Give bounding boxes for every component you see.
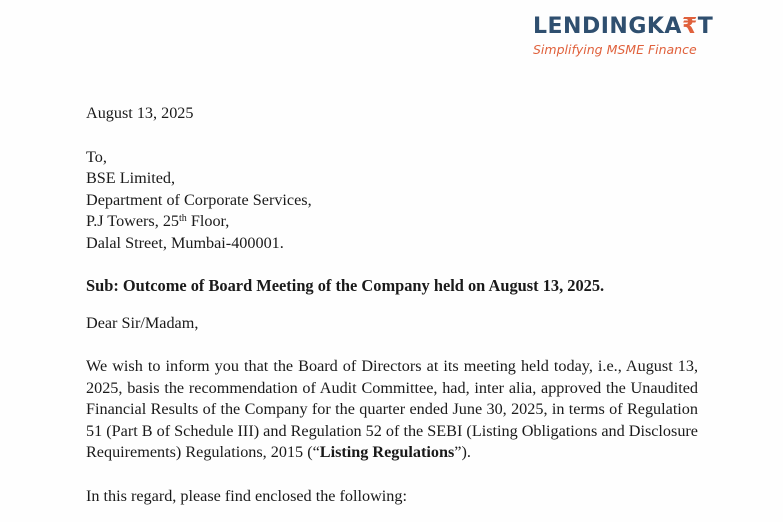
closing-line: In this regard, please find enclosed the following: (86, 486, 407, 505)
address-line: BSE Limited, (86, 169, 176, 187)
recipient-address (86, 147, 698, 255)
logo-text-main: LENDINGKA (533, 14, 682, 39)
defined-term: Listing Regulations (319, 443, 455, 461)
ordinal-suffix: th (179, 213, 187, 224)
salutation: Dear Sir/Madam, (86, 313, 199, 332)
logo-text-end: T (697, 14, 714, 39)
logo-wordmark (533, 14, 733, 40)
paragraph-text-end: ”). (454, 443, 471, 461)
address-line: To, (86, 147, 107, 166)
address-line-part: Floor, (186, 212, 230, 230)
address-line-part: P.J Towers, 25 (86, 212, 180, 230)
address-line (86, 211, 698, 233)
address-line: Department of Corporate Services, (86, 190, 312, 209)
main-paragraph (86, 356, 698, 464)
address-line: Dalal Street, Mumbai-400001. (86, 233, 284, 252)
letter-body (86, 103, 698, 507)
logo-rupee-glyph: ₹ (681, 14, 698, 39)
letter-date: August 13, 2025 (86, 104, 194, 122)
letter-subject: Sub: Outcome of Board Meeting of the Company held on August 13, 2025. (86, 276, 605, 295)
company-logo (533, 14, 733, 57)
paragraph-text: We wish to inform you that the Board of Directors at its meeting held today, i.e., August 13, 2025, basis the recommendation of Audit Committee, had, inter alia, approved the Unaudited Financial Results of the Company for the quarter ended June 30, 2025, in terms of Regulation 51 (Part B of Schedule III) and Regulation 52 of the SEBI (Listing Obligations and Disclosure Requirements) Regulations, 2015 (“ (86, 357, 698, 461)
logo-tagline: Simplifying MSME Finance (533, 42, 697, 57)
